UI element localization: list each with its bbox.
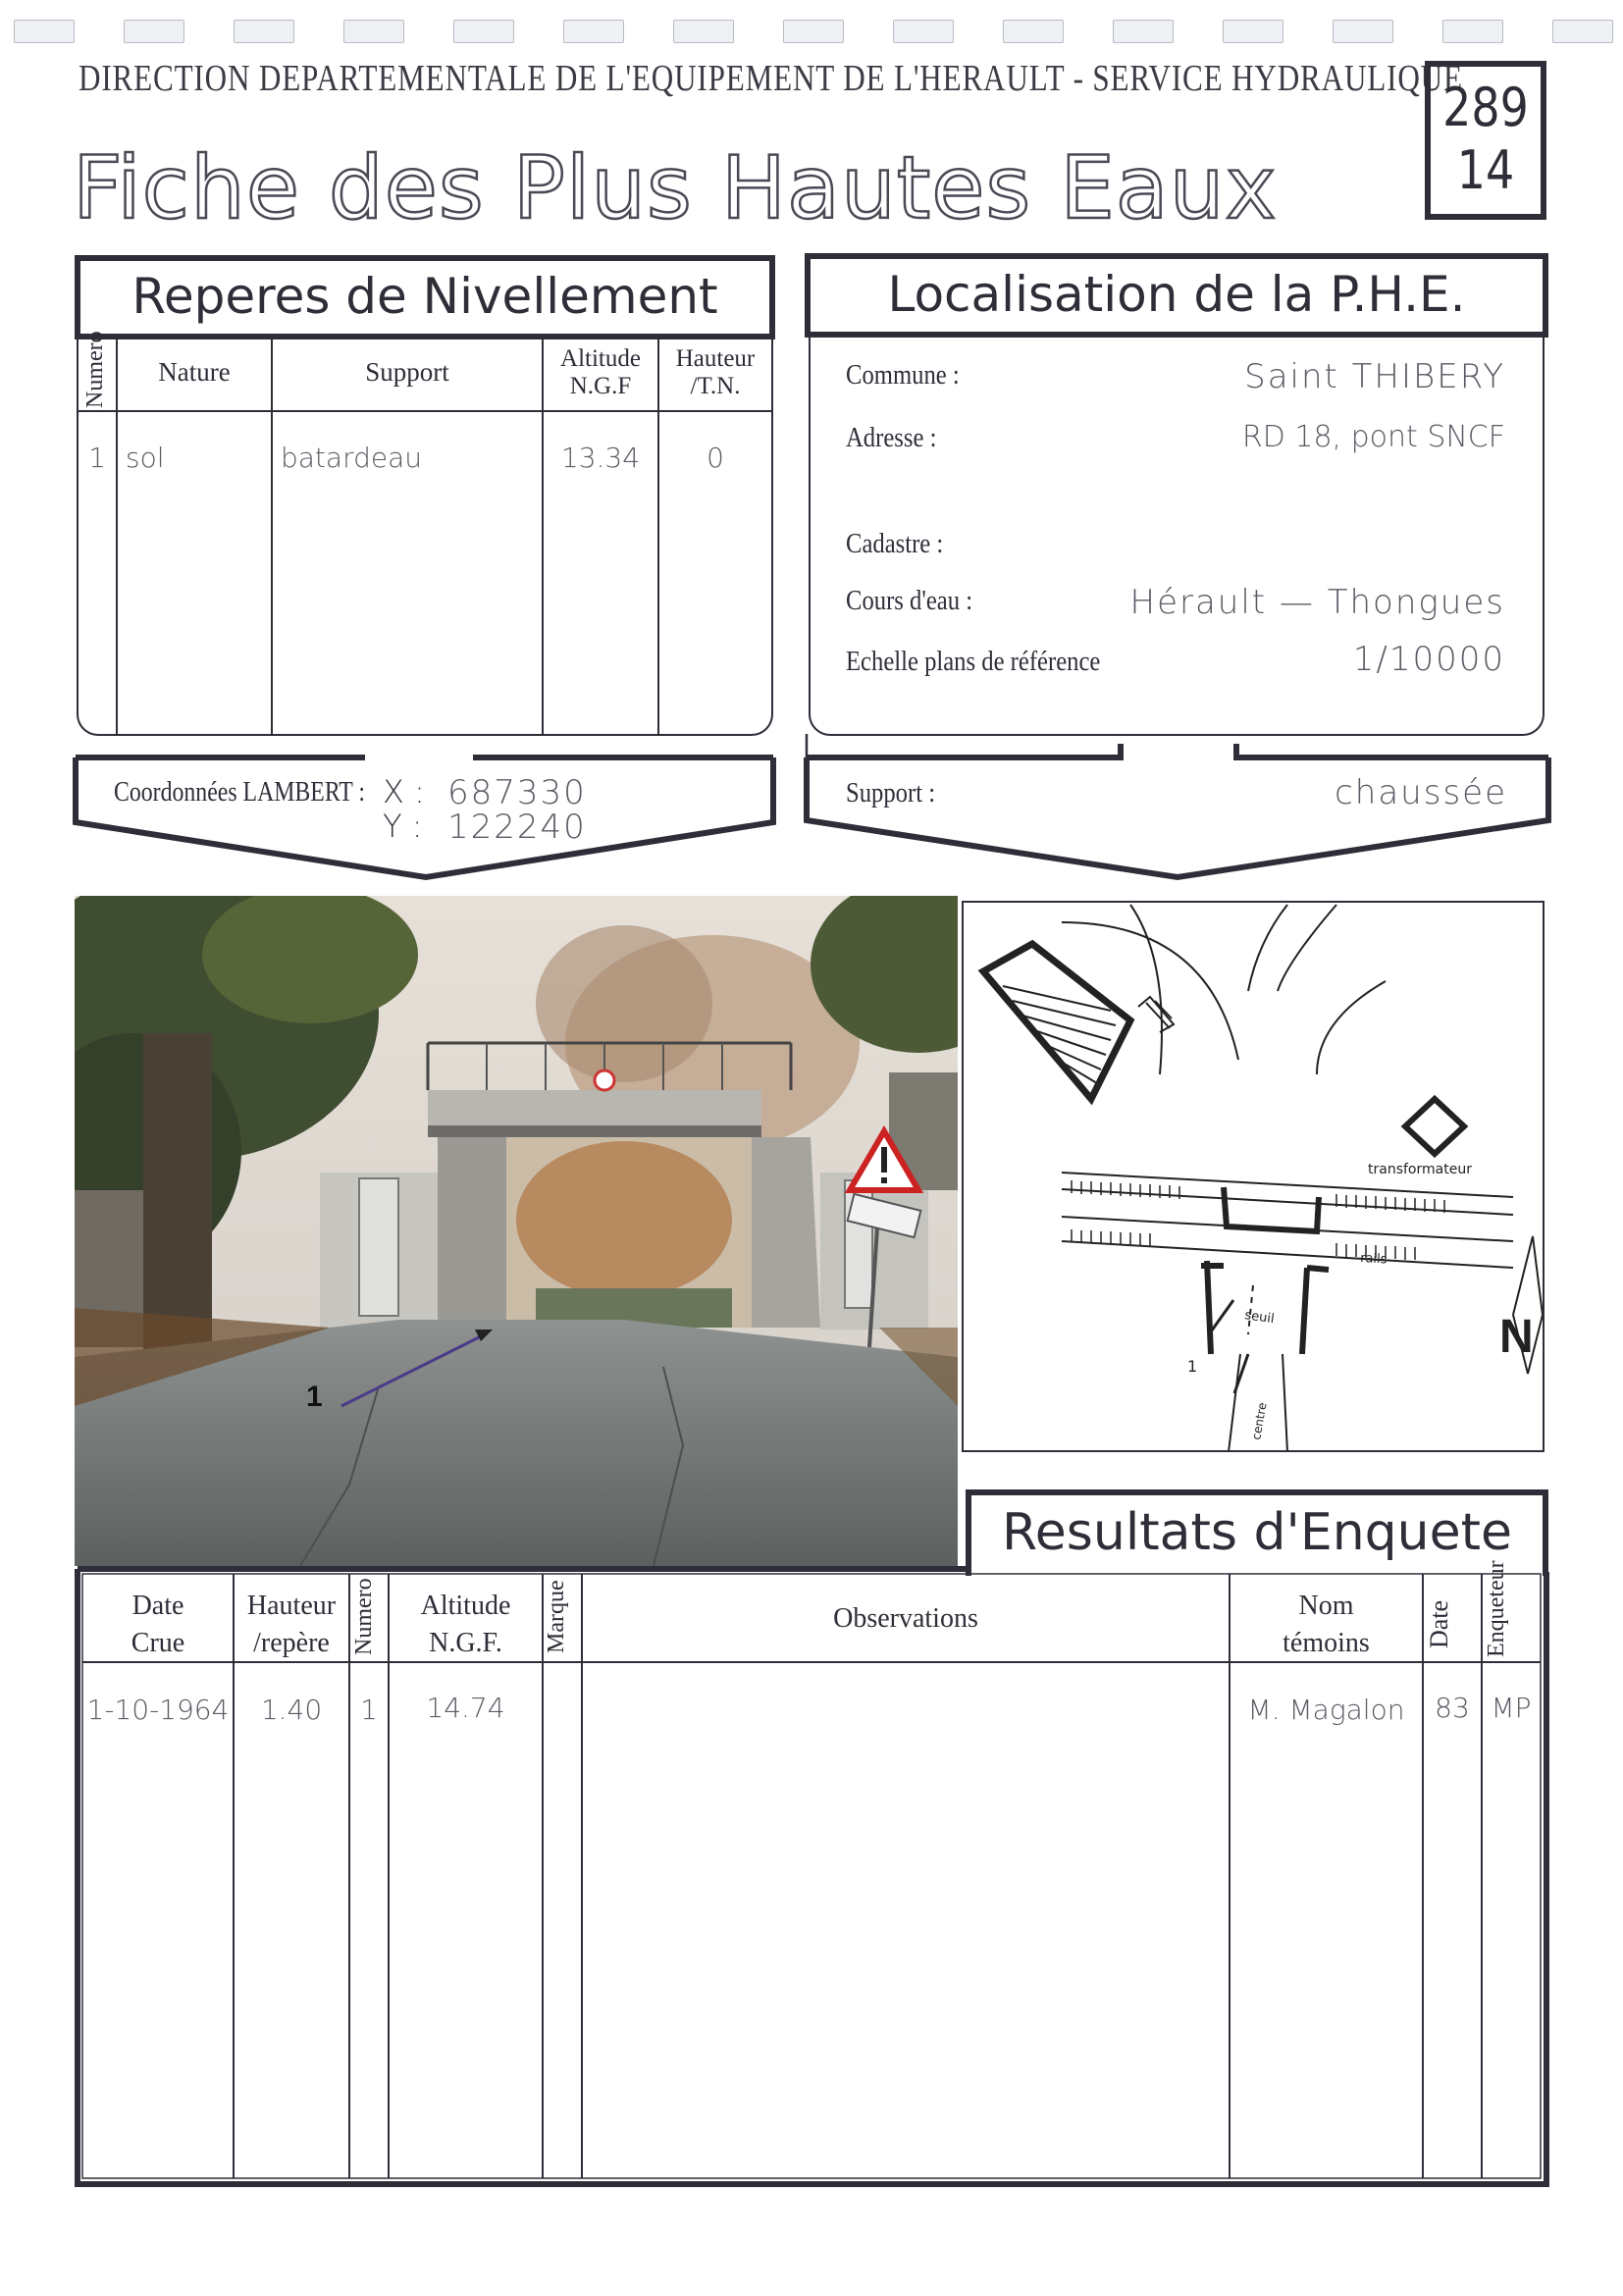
map-rails-label: rails	[1359, 1251, 1387, 1268]
cours-eau-value: Hérault — Thongues	[1129, 583, 1505, 622]
repere-altitude: 13.34	[560, 442, 641, 474]
repere-hauteur: 0	[707, 442, 724, 474]
reperes-table	[77, 331, 773, 736]
col-observations-header: Observations	[833, 1603, 978, 1634]
col-enqueteur-header: Enqueteur	[1484, 1560, 1509, 1658]
support-value: chaussée	[1335, 773, 1507, 812]
lambert-y-label: Y :	[383, 808, 423, 845]
lambert-x-label: X :	[383, 773, 425, 810]
support-label: Support :	[846, 777, 936, 809]
col-nom-temoins-header	[1230, 1588, 1423, 1662]
cours-eau-label: Cours d'eau :	[846, 585, 973, 616]
col-hauteur-line1: Hauteur	[675, 345, 756, 372]
col-date-crue-line2: Crue	[131, 1628, 185, 1658]
map-transformateur-label: transformateur	[1368, 1162, 1472, 1177]
col-hauteur-repere-line1: Hauteur	[246, 1591, 337, 1621]
file-number-bottom: 14	[1456, 139, 1515, 201]
col-altitude-header	[544, 345, 657, 400]
result-enqueteur: MP	[1491, 1692, 1532, 1724]
result-altitude: 14.74	[426, 1692, 505, 1724]
perforation-strip	[0, 20, 1623, 45]
col-date-header: Date	[1425, 1599, 1453, 1648]
result-date-crue: 1-10-1964	[86, 1694, 230, 1726]
adresse-label: Adresse :	[846, 422, 937, 453]
col-hauteur-line2: /T.N.	[690, 373, 741, 399]
map-centre-label: centre	[1249, 1401, 1270, 1441]
north-indicator: N	[1499, 1311, 1534, 1363]
lambert-x-value: 687330	[447, 773, 587, 812]
site-plan-drawing	[964, 903, 1544, 1452]
col-numero-res-header: Numero	[351, 1578, 377, 1656]
echelle-label: Echelle plans de référence	[846, 646, 1101, 677]
col-hauteur-repere-line2: /repère	[253, 1628, 330, 1658]
file-number-box	[1425, 61, 1546, 220]
site-photograph	[75, 896, 958, 1566]
col-altitude-res-line2: N.G.F.	[429, 1628, 502, 1658]
result-date: 83	[1435, 1692, 1470, 1724]
result-nom-temoin: M. Magalon	[1247, 1694, 1405, 1726]
page-title: Fiche des Plus Hautes Eaux	[73, 137, 1278, 238]
lambert-label: Coordonnées LAMBERT :	[114, 777, 365, 808]
resultats-title: Resultats d'Enquete	[966, 1489, 1548, 1576]
result-numero: 1	[360, 1694, 378, 1726]
localisation-panel	[809, 338, 1544, 736]
col-hauteur-repere-header	[234, 1588, 349, 1662]
col-date-crue-header	[82, 1588, 234, 1662]
repere-numero: 1	[88, 442, 106, 474]
col-altitude-res-line1: Altitude	[420, 1591, 511, 1621]
col-altitude-line2: N.G.F	[569, 373, 632, 399]
cadastre-label: Cadastre :	[846, 528, 944, 559]
map-seuil-label: seuil	[1243, 1308, 1276, 1328]
col-altitude-res-header	[389, 1588, 543, 1662]
col-nom-temoins-line2: témoins	[1283, 1628, 1370, 1658]
col-nom-temoins-line1: Nom	[1298, 1591, 1354, 1621]
adresse-value: RD 18, pont SNCF	[1241, 420, 1505, 454]
col-date-crue-line1: Date	[131, 1591, 184, 1621]
col-support-header: Support	[365, 357, 449, 387]
col-marque-header: Marque	[544, 1580, 569, 1654]
commune-label: Commune :	[846, 359, 960, 391]
col-altitude-line1: Altitude	[560, 345, 641, 372]
commune-value: Saint THIBERY	[1244, 357, 1505, 396]
agency-header: DIRECTION DEPARTEMENTALE DE L'EQUIPEMENT DE L'HERAULT - SERVICE HYDRAULIQUE	[79, 58, 1463, 99]
localisation-title: Localisation de la P.H.E.	[805, 253, 1548, 338]
site-plan-map	[962, 901, 1544, 1452]
col-nature-header: Nature	[158, 357, 231, 387]
file-number-top: 289	[1442, 77, 1529, 138]
col-hauteur-header	[659, 345, 771, 400]
lambert-y-value: 122240	[447, 808, 587, 847]
result-hauteur: 1.40	[260, 1694, 323, 1726]
echelle-value: 1/10000	[1352, 640, 1505, 679]
repere-support: batardeau	[281, 442, 422, 474]
lambert-arrow-box	[71, 750, 781, 887]
repere-nature: sol	[126, 442, 165, 474]
map-marker-label: 1	[1187, 1357, 1198, 1376]
col-numero-header: Numero	[82, 331, 108, 408]
photo-marker-label: 1	[306, 1381, 323, 1413]
reperes-title: Reperes de Nivellement	[75, 255, 775, 339]
